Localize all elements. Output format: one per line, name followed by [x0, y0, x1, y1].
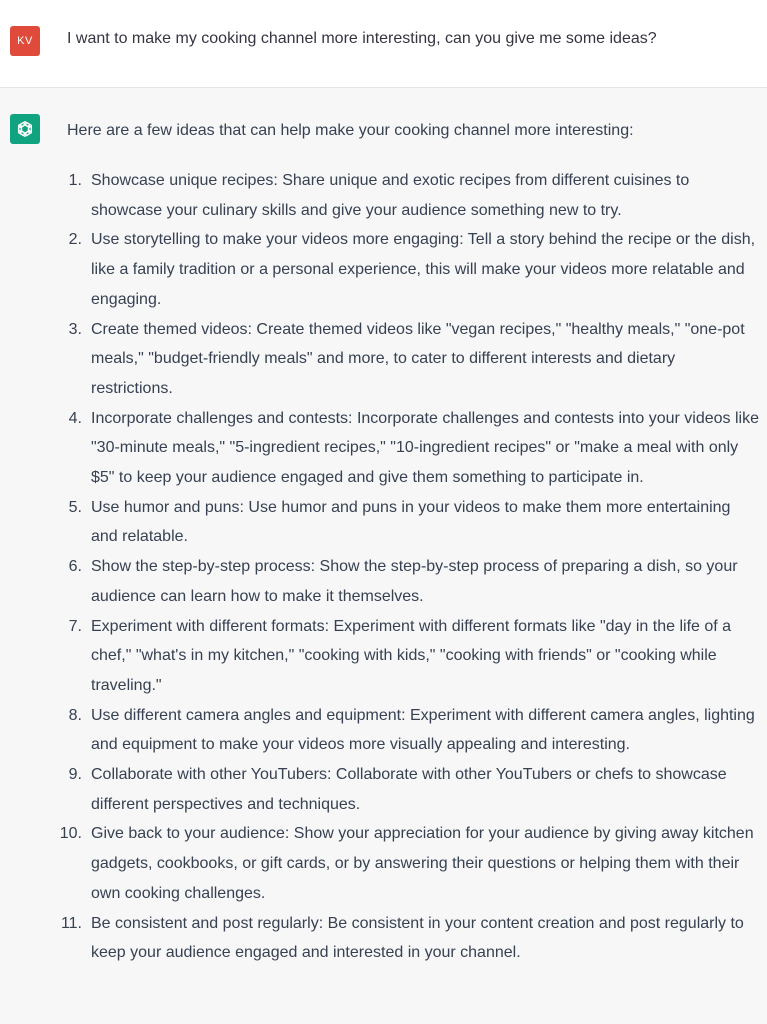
list-item-number: 7.	[68, 617, 82, 635]
assistant-message	[0, 88, 767, 1024]
list-item	[0, 612, 767, 701]
list-item-text: Be consistent and post regularly: Be consistent in your content creation and post regularly to keep your audience engaged and interested in your channel.	[91, 914, 744, 962]
list-item-number: 6.	[68, 558, 82, 576]
list-item	[0, 225, 767, 314]
list-item-number: 2.	[68, 231, 82, 249]
list-item-text: Give back to your audience: Show your appreciation for your audience by giving away kitchen gadgets, cookbooks, or gift cards, or by answering their questions or helping them with their own cooking challenges.	[91, 825, 754, 902]
user-avatar: KV	[10, 26, 40, 56]
list-item	[0, 909, 767, 968]
list-item-number: 8.	[68, 706, 82, 724]
list-item	[0, 315, 767, 404]
list-item	[0, 819, 767, 908]
user-message	[0, 0, 767, 88]
list-item	[0, 760, 767, 819]
list-item	[0, 552, 767, 611]
list-item-number: 3.	[68, 320, 82, 338]
list-item-number: 1.	[68, 172, 82, 189]
list-item	[0, 701, 767, 760]
list-item-number: 5.	[68, 498, 82, 516]
list-item-text: Showcase unique recipes: Share unique and exotic recipes from different cuisines to showcase your culinary skills and give your audience something new to try.	[91, 172, 690, 219]
list-item-text: Collaborate with other YouTubers: Collaborate with other YouTubers or chefs to showcase different perspectives and techniques.	[91, 766, 727, 813]
list-item-text: Use storytelling to make your videos more engaging: Tell a story behind the recipe or the dish, like a family tradition or a personal experience, this will make your videos more relatable and engaging.	[91, 231, 756, 308]
list-item	[0, 493, 767, 552]
assistant-intro: Here are a few ideas that can help make your cooking channel more interesting:	[67, 122, 634, 139]
list-item-text: Create themed videos: Create themed videos like "vegan recipes," "healthy meals," "one-pot meals," "budget-friendly meals" and more, to cater to different interests and dietary restrictions.	[91, 320, 745, 397]
list-item-number: 10.	[59, 825, 82, 843]
ideas-list	[0, 166, 767, 968]
list-item	[0, 404, 767, 493]
user-message-text: I want to make my cooking channel more interesting, can you give me some ideas?	[67, 30, 657, 47]
list-item-text: Experiment with different formats: Experiment with different formats like "day in the life of a chef," "what's in my kitchen," "cooking with kids," "cooking with friends" or "cooking while traveling."	[91, 617, 732, 694]
list-item-number: 11.	[60, 914, 82, 932]
list-item-text: Use humor and puns: Use humor and puns in your videos to make them more entertaining and relatable.	[91, 498, 731, 546]
openai-logo-icon	[10, 114, 40, 144]
list-item-number: 9.	[68, 766, 82, 784]
list-item-text: Use different camera angles and equipment: Experiment with different camera angles, lighting and equipment to make your videos more visually appealing and interesting.	[91, 706, 755, 754]
list-item	[0, 166, 767, 225]
list-item-text: Incorporate challenges and contests: Incorporate challenges and contests into your videos like "30-minute meals," "5-ingredient recipes," "10-ingredient recipes" or "make a meal with only $5" to keep your audience engaged and give them something to participate in.	[91, 409, 759, 487]
list-item-number: 4.	[68, 409, 82, 427]
list-item-text: Show the step-by-step process: Show the step-by-step process of preparing a dish, so your audience can learn how to make it themselves.	[91, 558, 738, 605]
